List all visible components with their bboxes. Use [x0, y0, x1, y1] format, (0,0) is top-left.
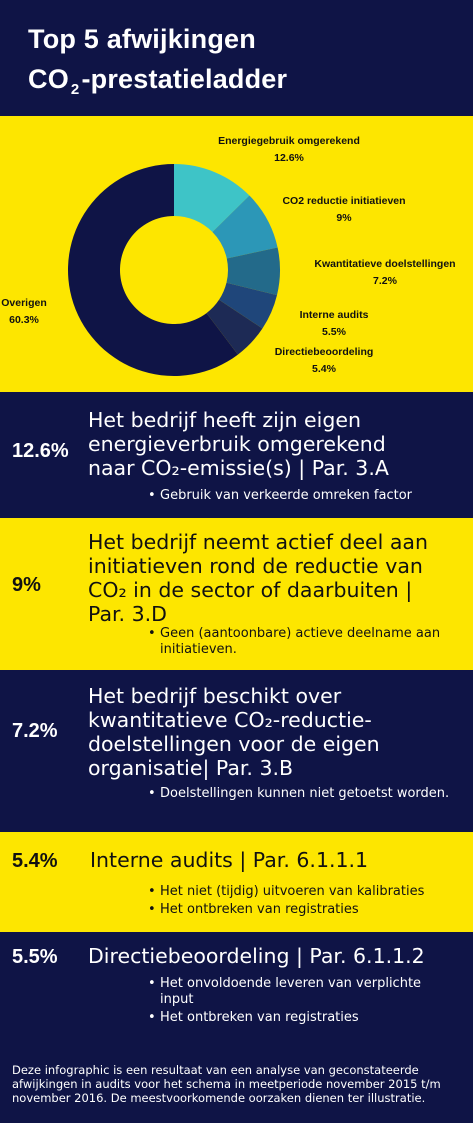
section-3: [0, 670, 473, 832]
slice-label-name: CO2 reductie initiatieven: [282, 195, 406, 207]
footer-note: Deze infographic is een resultaat van een analyse van geconstateerde afwijkingen in audits voor het schema in meetperiode november 2015 t/m november 2016. De meestvoorkomende oorzaken dienen ter illustratie.: [12, 1063, 441, 1105]
title-rest: -prestatieladder: [81, 64, 288, 94]
title-subscript: 2: [70, 81, 80, 98]
section-4-bullets: [148, 884, 458, 920]
slice-label-name: Energiegebruik omgerekend: [218, 135, 360, 147]
section-2-percent: 9%: [12, 574, 41, 596]
section-1-percent: 12.6%: [12, 440, 69, 462]
section-3-percent: 7.2%: [12, 720, 58, 742]
heading-line: doelstellingen voor de eigen: [88, 732, 380, 756]
slice-label-name: Interne audits: [299, 309, 369, 321]
heading-line: Het bedrijf neemt actief deel aan: [88, 530, 428, 554]
heading-line: Het bedrijf heeft zijn eigen: [88, 408, 361, 432]
heading-line: Interne audits | Par. 6.1.1.1: [90, 848, 369, 872]
slice-label-name: Overigen: [1, 297, 47, 309]
title-line-2: [28, 64, 288, 98]
heading-line: Directiebeoordeling | Par. 6.1.1.2: [88, 944, 425, 968]
heading-line: Het bedrijf beschikt over: [88, 684, 342, 708]
section-4-heading: [90, 848, 470, 872]
slice-label-value: 7.2%: [373, 275, 397, 287]
section-4-percent: 5.4%: [12, 850, 58, 872]
donut-chart: [0, 116, 473, 392]
section-2: [0, 518, 473, 670]
section-5: [0, 932, 473, 1040]
footer: [0, 1040, 473, 1123]
section-2-bullets: [148, 626, 458, 660]
slice-label-value: 5.5%: [322, 326, 346, 338]
slice-label-value: 5.4%: [312, 363, 336, 375]
bullet-item: • Het onvoldoende leveren van verplichte input: [148, 976, 458, 1008]
bullet-item: • Doelstellingen kunnen niet getoetst worden.: [148, 786, 458, 802]
bullet-item: • Het ontbreken van registraties: [148, 1010, 458, 1026]
section-3-heading: [88, 684, 468, 780]
slice-label-value: 9%: [336, 212, 352, 224]
bullet-item: • Het ontbreken van registraties: [148, 902, 458, 918]
header: [0, 0, 473, 116]
section-5-heading: [88, 944, 468, 968]
title-line-1: Top 5 afwijkingen: [28, 24, 256, 54]
heading-line: kwantitatieve CO₂-reductie-: [88, 708, 372, 732]
heading-line: initiatieven rond de reductie van: [88, 554, 423, 578]
heading-line: CO₂ in de sector of daarbuiten |: [88, 578, 413, 602]
bullet-item: • Geen (aantoonbare) actieve deelname aan initiatieven.: [148, 626, 458, 658]
bullet-item: • Gebruik van verkeerde omreken factor: [148, 488, 458, 504]
title-co: CO: [28, 64, 69, 94]
chart-panel: [0, 116, 473, 392]
heading-line: Par. 3.D: [88, 602, 167, 626]
bullet-item: • Het niet (tijdig) uitvoeren van kalibraties: [148, 884, 458, 900]
section-5-percent: 5.5%: [12, 946, 58, 968]
heading-line: energieverbruik omgerekend: [88, 432, 386, 456]
section-3-bullets: [148, 786, 458, 804]
slice-label-value: 12.6%: [274, 152, 304, 164]
slice-label-name: Kwantitatieve doelstellingen: [314, 258, 456, 270]
section-1-heading: [88, 408, 468, 480]
section-5-bullets: [148, 976, 458, 1028]
section-1: [0, 392, 473, 518]
section-4: [0, 832, 473, 932]
heading-line: organisatie| Par. 3.B: [88, 756, 294, 780]
slice-label-value: 60.3%: [9, 314, 39, 326]
section-2-heading: [88, 530, 468, 626]
section-1-bullets: [148, 488, 458, 506]
slice-label-name: Directiebeoordeling: [274, 346, 374, 358]
heading-line: naar CO₂-emissie(s) | Par. 3.A: [88, 456, 389, 480]
